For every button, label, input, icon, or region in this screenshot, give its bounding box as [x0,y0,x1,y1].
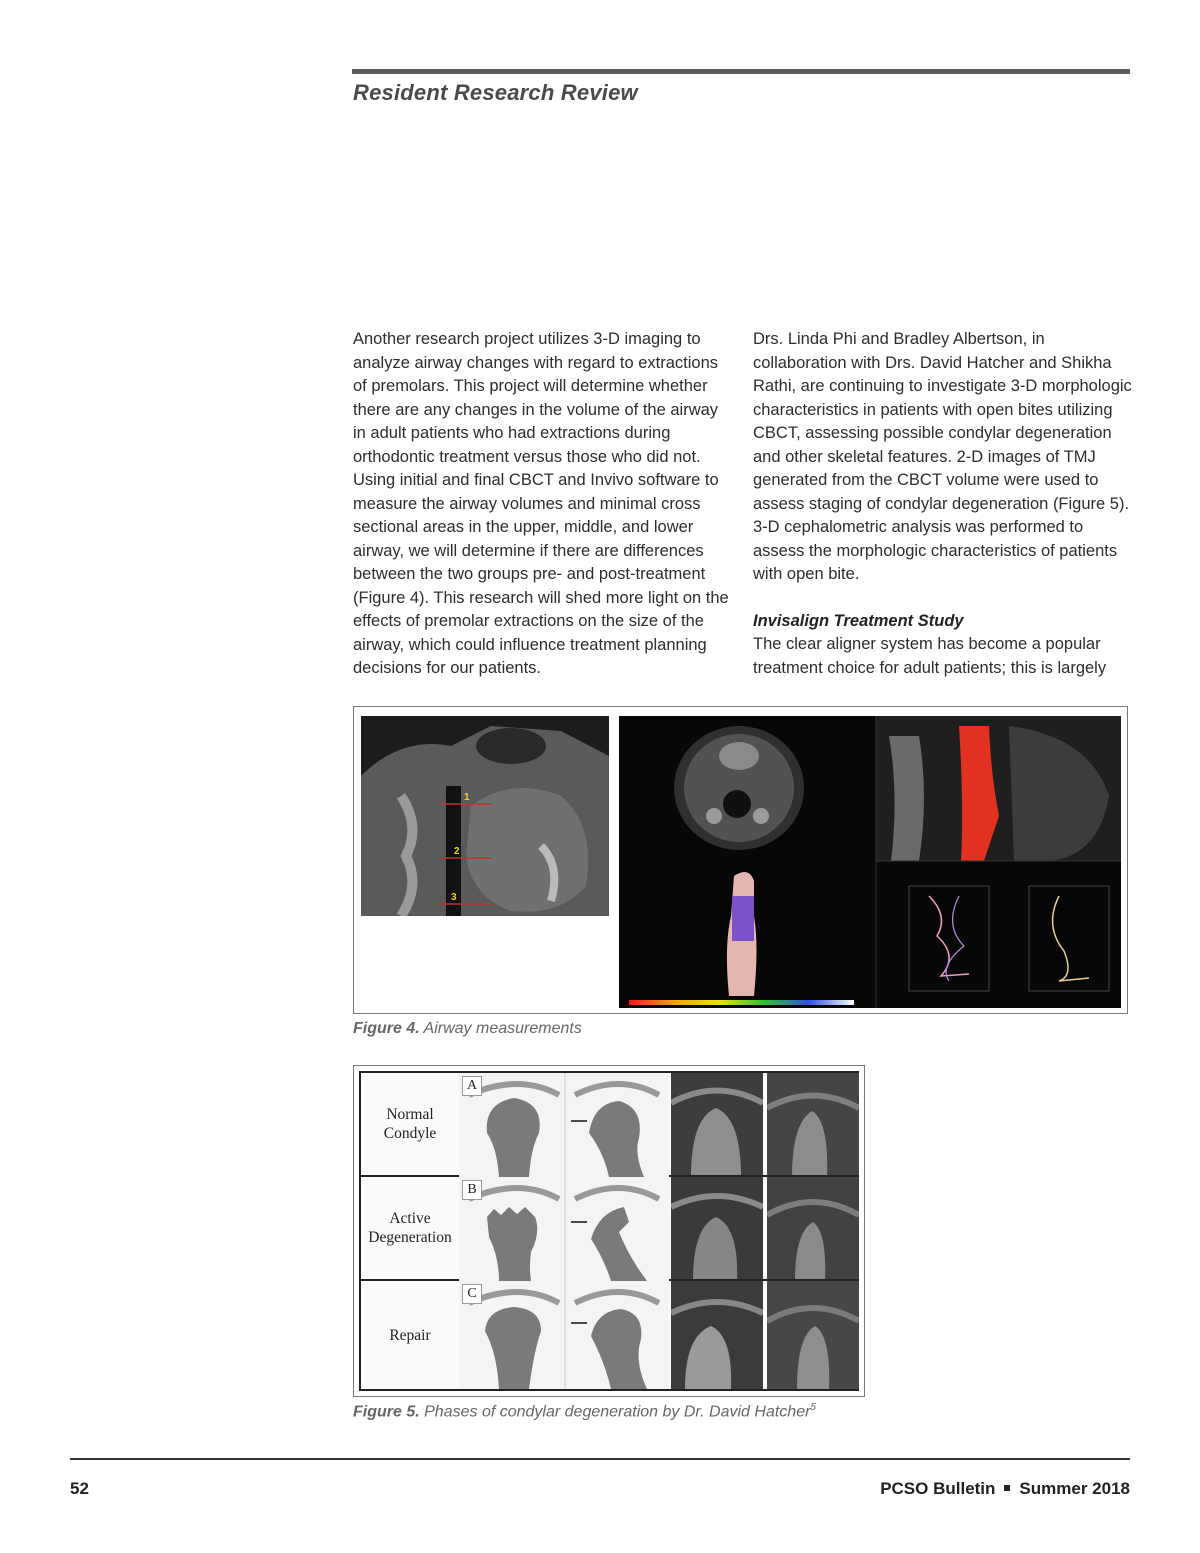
phase-row-normal [361,1073,857,1177]
condyle-phase-grid [359,1071,859,1391]
ct-slice-sagittal [765,1177,859,1279]
phase-letter: A [462,1076,482,1096]
condyle-illustration [459,1177,669,1279]
phase-letter: B [462,1180,482,1200]
figure-condylar-degeneration [353,1065,865,1397]
subheading: Invisalign Treatment Study [753,611,964,630]
body-paragraph: Drs. Linda Phi and Bradley Albertson, in collaboration with Drs. David Hatcher and Shikha Rathi, are continuing to investigate 3-D morphologic characteristics in patients with open bites utilizing CBCT, assessing possible condylar degeneration and other skeletal features. 2-D images of TMJ generated from the CBCT volume were used to assess staging of condylar degeneration (Figure 5). 3-D cephalometric analysis was performed to assess the morphologic characteristics of patients with open bite. [753,330,1132,583]
caption-text: Airway measurements [419,1020,582,1037]
invivo-software-screenshot [619,716,1121,1008]
separator-square-icon [1004,1485,1010,1491]
phase-label: Normal Condyle [383,1106,437,1142]
figure-4-caption [353,1020,582,1038]
footer-rule [70,1458,1130,1460]
condyle-illustration [459,1073,669,1175]
ct-slice-coronal [671,1073,763,1175]
phase-label: Active Degeneration [368,1210,452,1246]
airway-marker-3: 3 [451,892,457,903]
phase-row-active-degeneration [361,1177,857,1281]
body-paragraph: The clear aligner system has become a popular treatment choice for adult patients; this is largely [753,635,1107,677]
publication-name: PCSO Bulletin [880,1479,996,1498]
phase-label: Repair [389,1326,431,1344]
phase-row-repair [361,1281,857,1389]
figure-airway-measurements [353,706,1128,1014]
ct-slice-coronal [671,1281,763,1389]
figure-5-caption [353,1402,816,1421]
figure-label: Figure 4. [353,1020,420,1037]
figure-label: Figure 5. [353,1403,420,1421]
phase-letter: C [462,1284,482,1304]
issue-date: Summer 2018 [1019,1479,1130,1498]
body-paragraph: Another research project utilizes 3-D imaging to analyze airway changes with regard to extractions of premolars. This project will determine whether there are any changes in the volume of the airway in adult patients who had extractions during orthodontic treatment versus those who did not. Using initial and final CBCT and Invivo software to measure the airway volumes and minimal cross sectional areas in the upper, middle, and lower airway, we will determine if there are differences between the two groups pre- and post-treatment (Figure 4). This research will shed more light on the effects of premolar extractions on the size of the airway, which could influence treatment planning decisions for our patients. [353,330,729,677]
page-number: 52 [70,1479,89,1498]
ct-slice-coronal [671,1177,763,1279]
ct-slice-sagittal [765,1073,859,1175]
sagittal-cbct-image [361,716,609,916]
airway-marker-1: 1 [464,792,470,803]
article-column-left [353,328,733,681]
article-column-right [753,328,1133,680]
ct-slice-sagittal [765,1281,859,1389]
section-title: Resident Research Review [353,80,638,105]
header-rule [352,69,1130,74]
citation-superscript: 5 [810,1402,816,1413]
airway-marker-2: 2 [454,846,460,857]
publication-footer [880,1479,1130,1499]
caption-text: Phases of condylar degeneration by Dr. David Hatcher [419,1403,811,1421]
condyle-illustration [459,1281,669,1389]
